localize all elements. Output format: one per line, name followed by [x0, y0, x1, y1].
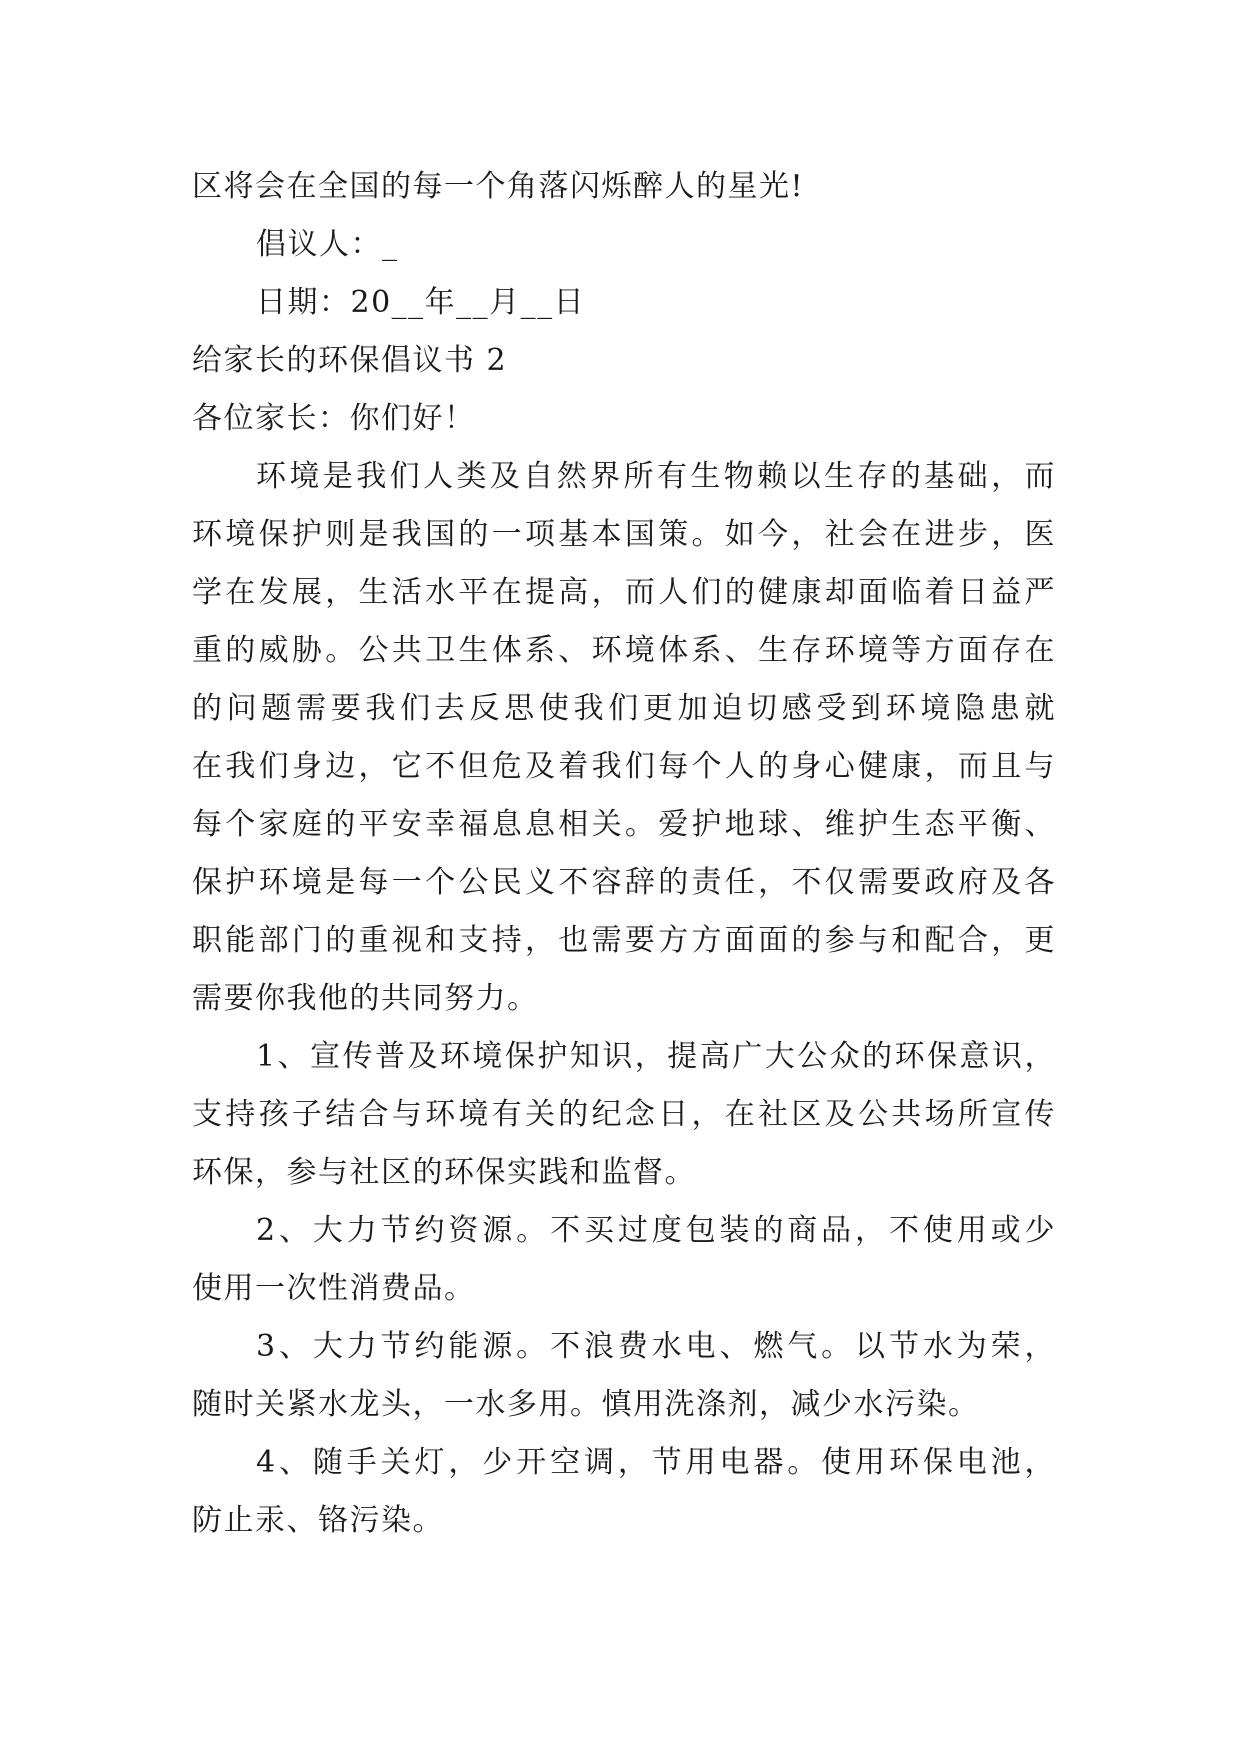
paragraph-line: 重的威胁。公共卫生体系、环境体系、生存环境等方面存在: [192, 633, 1056, 668]
list-item-2: 2、大力节约资源。不买过度包装的商品，不使用或少: [256, 1213, 1056, 1248]
salutation: 各位家长：你们好！: [192, 401, 476, 436]
list-item-3-cont: 随时关紧水龙头，一水多用。慎用洗涤剂，减少水污染。: [192, 1387, 980, 1422]
paragraph-line: 职能部门的重视和支持，也需要方方面面的参与和配合，更: [192, 923, 1056, 958]
list-item-2-cont: 使用一次性消费品。: [192, 1271, 476, 1306]
list-item-4-cont: 防止汞、铬污染。: [192, 1503, 444, 1538]
paragraph-line: 保护环境是每一个公民义不容辞的责任，不仅需要政府及各: [192, 865, 1056, 900]
paragraph-line: 在我们身边，它不但危及着我们每个人的身心健康，而且与: [192, 749, 1056, 784]
paragraph-line: 的问题需要我们去反思使我们更加迫切感受到环境隐患就: [192, 691, 1056, 726]
paragraph-line: 学在发展，生活水平在提高，而人们的健康却面临着日益严: [192, 575, 1056, 610]
list-item-3: 3、大力节约能源。不浪费水电、燃气。以节水为荣，: [256, 1329, 1056, 1364]
section-title: 给家长的环保倡议书 2: [192, 343, 508, 378]
paragraph-line: 环境保护则是我国的一项基本国策。如今，社会在进步，医: [192, 517, 1056, 552]
document-body: [192, 158, 1056, 1550]
proposer-line: 倡议人：_: [256, 227, 399, 262]
paragraph-line: 每个家庭的平安幸福息息相关。爱护地球、维护生态平衡、: [192, 807, 1056, 842]
text-line: 区将会在全国的每一个角落闪烁醉人的星光!: [192, 169, 805, 204]
list-item-1-cont: 支持孩子结合与环境有关的纪念日，在社区及公共场所宣传: [192, 1097, 1056, 1132]
list-item-1-cont: 环保，参与社区的环保实践和监督。: [192, 1155, 696, 1190]
date-line: 日期：20__年__月__日: [256, 285, 586, 320]
paragraph-line: 需要你我他的共同努力。: [192, 981, 539, 1016]
list-item-1: 1、宣传普及环境保护知识，提高广大公众的环保意识，: [256, 1039, 1056, 1074]
list-item-4: 4、随手关灯，少开空调，节用电器。使用环保电池，: [256, 1445, 1056, 1480]
paragraph-line: 环境是我们人类及自然界所有生物赖以生存的基础，而: [256, 459, 1056, 494]
